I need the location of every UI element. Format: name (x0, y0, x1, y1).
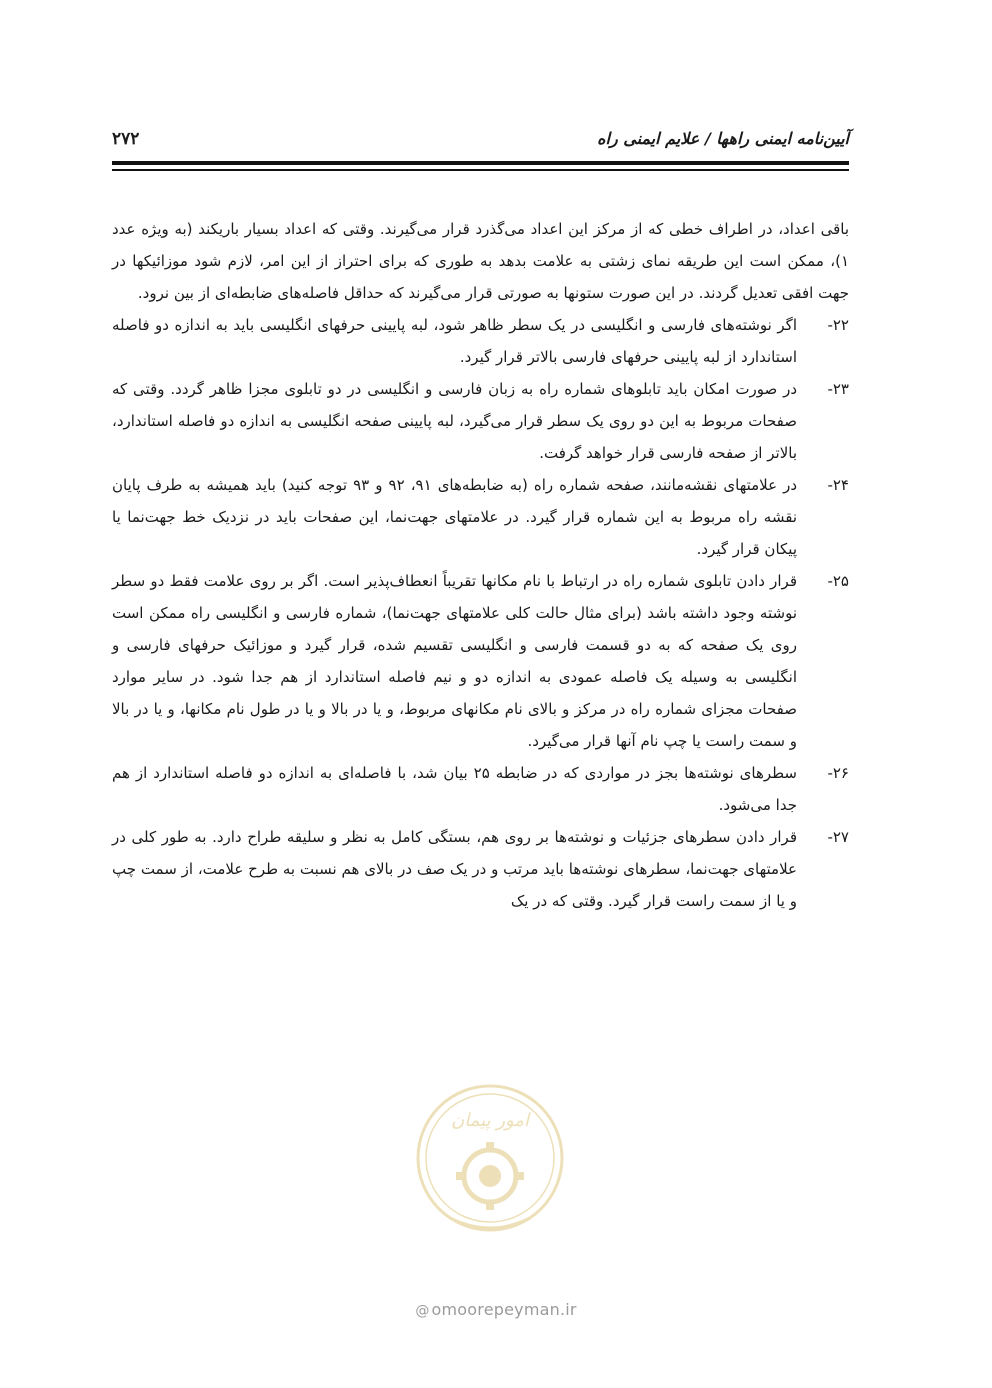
clause-text: در صورت امکان باید تابلوهای شماره راه به زبان فارسی و انگلیسی در دو تابلوی مجزا ظاهر گردد. وقتی که صفحات مربوط به این دو روی یک سطر قرار می‌گیرد، لبه پایینی صفحه انگلیسی به اندازه دو فاصله استاندارد، بالاتر از صفحه فارسی قرار خواهد گرفت. (112, 380, 797, 462)
watermark-logo (410, 1078, 570, 1258)
intro-paragraph: باقی اعداد، در اطراف خطی که از مرکز این اعداد می‌گذرد قرار می‌گیرند. وقتی که اعداد بسیار باریکند (به ویژه عدد ۱)، ممکن است این طریقه نمای زشتی به علامت بدهد به طوری که برای احتراز از این امر، لازم شود موزائیکها در جهت افقی تعدیل گردند. در این صورت ستونها به صورتی قرار می‌گیرند که حداقل فاصله‌های ضابطه‌ای از بین نرود. (112, 220, 849, 302)
page-number: ۲۷۲ (112, 129, 140, 149)
header-rule-thin (112, 169, 849, 171)
clause-text: قرار دادن تابلوی شماره راه در ارتباط با نام مکانها تقریباً انعطاف‌پذیر است. اگر بر روی علامت فقط دو سطر نوشته وجود داشته باشد (برای مثال حالت کلی علامتهای جهت‌نما)، شماره فارسی و انگلیسی راه ممکن است روی یک صفحه که به دو قسمت فارسی و انگلیسی تقسیم شده، قرار گیرد و موزائیک حرفهای فارسی و انگلیسی به وسیله یک فاصله عمودی به اندازه دو و نیم فاصله استاندارد از هم جدا شود. در سایر موارد صفحات مجزای شماره راه در مرکز و بالای نام مکانهای مربوط، و یا در بالا و یا در طول نام مکانها، و یا در بالا و سمت راست یا چپ نام آنها قرار می‌گیرد. (112, 572, 797, 750)
watermark-site-label: omoorepeyman.ir (431, 1300, 577, 1319)
clause-22 (112, 309, 849, 373)
page-header (112, 128, 849, 152)
clause-number: ۲۶- (827, 764, 849, 782)
clause-24 (112, 469, 849, 565)
clause-number: ۲۷- (827, 828, 849, 846)
clause-text: در علامتهای نقشه‌مانند، صفحه شماره راه (به ضابطه‌های ۹۱، ۹۲ و ۹۳ توجه کنید) باید همیشه به طرف پایان نقشه راه مربوط به این شماره قرار گیرد. در علامتهای جهت‌نما، این صفحات باید در نزدیک خط جهت‌نما یا پیکان قرار گیرد. (112, 476, 798, 558)
clause-number: ۲۳- (827, 380, 849, 398)
clause-number: ۲۲- (827, 316, 849, 334)
body-text (112, 213, 849, 917)
at-icon: @ (415, 1303, 430, 1319)
clause-26 (112, 757, 849, 821)
clause-25 (112, 565, 849, 757)
svg-text:امور پیمان: امور پیمان (451, 1110, 529, 1131)
clause-text: سطرهای نوشته‌ها بجز در مواردی که در ضابطه ۲۵ بیان شد، با فاصله‌ای به اندازه دو فاصله استاندارد از هم جدا می‌شود. (112, 764, 797, 814)
running-title: آیین‌نامه ایمنی راهها / علایم ایمنی راه (597, 129, 849, 148)
clause-23 (112, 373, 849, 469)
clause-27 (112, 821, 849, 917)
clause-text: قرار دادن سطرهای جزئیات و نوشته‌ها بر روی هم، بستگی کامل به نظر و سلیقه طراح دارد. به طور کلی در علامتهای جهت‌نما، سطرهای نوشته‌ها باید مرتب و در یک صف در بالای هم نسبت به طرح علامت، از سمت چپ و یا از سمت راست قرار گیرد. وقتی که در یک (112, 828, 797, 910)
header-rule-thick (112, 161, 849, 165)
watermark-site (0, 1300, 992, 1319)
clause-text: اگر نوشته‌های فارسی و انگلیسی در یک سطر ظاهر شود، لبه پایینی حرفهای انگلیسی باید به اندازه دو فاصله استاندارد از لبه پایینی حرفهای فارسی بالاتر قرار گیرد. (112, 316, 797, 366)
clause-number: ۲۴- (827, 476, 849, 494)
clause-number: ۲۵- (827, 572, 849, 590)
